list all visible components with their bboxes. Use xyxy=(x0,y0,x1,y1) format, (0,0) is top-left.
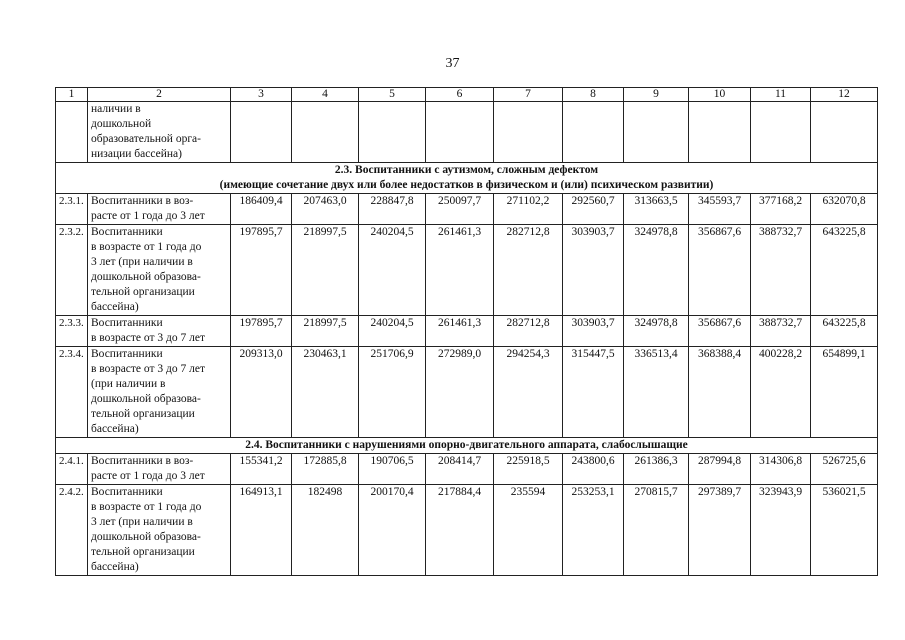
empty-cell xyxy=(811,102,878,163)
value-cell: 186409,4 xyxy=(231,194,292,225)
row-name xyxy=(88,316,231,347)
name-line: (при наличии в xyxy=(91,378,166,390)
name-line: Воспитанники xyxy=(91,486,163,498)
value-cell: 197895,7 xyxy=(231,316,292,347)
column-header-10: 10 xyxy=(689,88,751,102)
value-cell: 303903,7 xyxy=(563,225,624,316)
name-line: образовательной орга- xyxy=(91,133,201,145)
name-line: бассейна) xyxy=(91,561,139,573)
name-line: расте от 1 года до 3 лет xyxy=(91,210,205,222)
name-line: Воспитанники xyxy=(91,317,163,329)
name-line: тельной организации xyxy=(91,286,195,298)
value-cell: 240204,5 xyxy=(359,316,426,347)
column-header-1: 1 xyxy=(56,88,88,102)
value-cell: 336513,4 xyxy=(624,347,689,438)
value-cell: 323943,9 xyxy=(751,485,811,576)
value-cell: 282712,8 xyxy=(494,316,563,347)
column-header-3: 3 xyxy=(231,88,292,102)
name-line: 3 лет (при наличии в xyxy=(91,256,193,268)
name-line: тельной организации xyxy=(91,408,195,420)
section-title-2-4 xyxy=(56,438,878,454)
name-line: низации бассейна) xyxy=(91,148,182,160)
row-name xyxy=(88,454,231,485)
value-cell: 294254,3 xyxy=(494,347,563,438)
column-header-2: 2 xyxy=(88,88,231,102)
value-cell: 313663,5 xyxy=(624,194,689,225)
value-cell: 271102,2 xyxy=(494,194,563,225)
name-line: Воспитанники в воз- xyxy=(91,455,194,467)
name-line: Воспитанники xyxy=(91,348,163,360)
value-cell: 303903,7 xyxy=(563,316,624,347)
name-line: дошкольной образова- xyxy=(91,393,201,405)
value-cell: 536021,5 xyxy=(811,485,878,576)
value-cell: 164913,1 xyxy=(231,485,292,576)
row-number: 2.4.2. xyxy=(56,485,88,576)
section-title-line: 2.4. Воспитанники с нарушениями опорно-двигательного аппарата, слабослышащие xyxy=(245,439,688,451)
value-cell: 261461,3 xyxy=(426,316,494,347)
empty-cell xyxy=(231,102,292,163)
row-name xyxy=(88,194,231,225)
value-cell: 314306,8 xyxy=(751,454,811,485)
name-line: наличии в xyxy=(91,103,141,115)
name-line: тельной организации xyxy=(91,546,195,558)
row-number: 2.3.3. xyxy=(56,316,88,347)
value-cell: 297389,7 xyxy=(689,485,751,576)
value-cell: 207463,0 xyxy=(292,194,359,225)
name-line: бассейна) xyxy=(91,301,139,313)
value-cell: 270815,7 xyxy=(624,485,689,576)
name-line: бассейна) xyxy=(91,423,139,435)
value-cell: 400228,2 xyxy=(751,347,811,438)
value-cell: 282712,8 xyxy=(494,225,563,316)
column-number-row xyxy=(56,88,878,102)
row-number: 2.3.2. xyxy=(56,225,88,316)
page-number: 37 xyxy=(445,56,460,71)
value-cell: 261461,3 xyxy=(426,225,494,316)
empty-cell xyxy=(426,102,494,163)
name-line: в возрасте от 1 года до xyxy=(91,241,202,253)
name-line: Воспитанники xyxy=(91,226,163,238)
value-cell: 235594 xyxy=(494,485,563,576)
empty-cell xyxy=(689,102,751,163)
value-cell: 155341,2 xyxy=(231,454,292,485)
name-line: в возрасте от 3 до 7 лет xyxy=(91,332,206,344)
value-cell: 654899,1 xyxy=(811,347,878,438)
section-title-2-3 xyxy=(56,163,878,194)
value-cell: 356867,6 xyxy=(689,316,751,347)
section-title-line: 2.3. Воспитанники с аутизмом, сложным дефектом xyxy=(334,164,599,176)
value-cell: 526725,6 xyxy=(811,454,878,485)
tariff-table xyxy=(55,87,878,576)
value-cell: 388732,7 xyxy=(751,225,811,316)
value-cell: 172885,8 xyxy=(292,454,359,485)
value-cell: 356867,6 xyxy=(689,225,751,316)
column-header-7: 7 xyxy=(494,88,563,102)
row-name xyxy=(88,485,231,576)
value-cell: 324978,8 xyxy=(624,316,689,347)
value-cell: 228847,8 xyxy=(359,194,426,225)
name-line: дошкольной образова- xyxy=(91,531,201,543)
table-row xyxy=(56,485,878,576)
table-row xyxy=(56,316,878,347)
value-cell: 261386,3 xyxy=(624,454,689,485)
row-number: 2.3.4. xyxy=(56,347,88,438)
table-row xyxy=(56,194,878,225)
value-cell: 632070,8 xyxy=(811,194,878,225)
value-cell: 218997,5 xyxy=(292,316,359,347)
name-line: расте от 1 года до 3 лет xyxy=(91,470,205,482)
section-header-2-3 xyxy=(56,163,878,194)
value-cell: 377168,2 xyxy=(751,194,811,225)
row-number: 2.4.1. xyxy=(56,454,88,485)
value-cell: 315447,5 xyxy=(563,347,624,438)
empty-cell xyxy=(494,102,563,163)
table-body xyxy=(56,88,878,576)
empty-cell xyxy=(563,102,624,163)
column-header-12: 12 xyxy=(811,88,878,102)
value-cell: 230463,1 xyxy=(292,347,359,438)
value-cell: 200170,4 xyxy=(359,485,426,576)
value-cell: 209313,0 xyxy=(231,347,292,438)
table-row xyxy=(56,347,878,438)
name-line: 3 лет (при наличии в xyxy=(91,516,193,528)
value-cell: 388732,7 xyxy=(751,316,811,347)
value-cell: 182498 xyxy=(292,485,359,576)
column-header-8: 8 xyxy=(563,88,624,102)
section-title-line: (имеющие сочетание двух или более недостатков в физическом и (или) психическом развитии) xyxy=(219,179,714,191)
column-header-9: 9 xyxy=(624,88,689,102)
value-cell: 243800,6 xyxy=(563,454,624,485)
row-name xyxy=(88,225,231,316)
table-row xyxy=(56,454,878,485)
value-cell: 643225,8 xyxy=(811,316,878,347)
value-cell: 324978,8 xyxy=(624,225,689,316)
value-cell: 368388,4 xyxy=(689,347,751,438)
value-cell: 292560,7 xyxy=(563,194,624,225)
table-row xyxy=(56,225,878,316)
row-number: 2.3.1. xyxy=(56,194,88,225)
value-cell: 253253,1 xyxy=(563,485,624,576)
value-cell: 217884,4 xyxy=(426,485,494,576)
name-line: Воспитанники в воз- xyxy=(91,195,194,207)
column-header-5: 5 xyxy=(359,88,426,102)
value-cell: 345593,7 xyxy=(689,194,751,225)
value-cell: 250097,7 xyxy=(426,194,494,225)
section-header-2-4 xyxy=(56,438,878,454)
empty-cell xyxy=(751,102,811,163)
continuation-row-number xyxy=(56,102,88,163)
empty-cell xyxy=(292,102,359,163)
value-cell: 240204,5 xyxy=(359,225,426,316)
empty-cell xyxy=(624,102,689,163)
name-line: дошкольной xyxy=(91,118,152,130)
name-line: в возрасте от 3 до 7 лет xyxy=(91,363,206,375)
column-header-11: 11 xyxy=(751,88,811,102)
continuation-row xyxy=(56,102,878,163)
name-line: в возрасте от 1 года до xyxy=(91,501,202,513)
value-cell: 225918,5 xyxy=(494,454,563,485)
empty-cell xyxy=(359,102,426,163)
value-cell: 251706,9 xyxy=(359,347,426,438)
value-cell: 218997,5 xyxy=(292,225,359,316)
row-name xyxy=(88,347,231,438)
value-cell: 190706,5 xyxy=(359,454,426,485)
value-cell: 197895,7 xyxy=(231,225,292,316)
value-cell: 208414,7 xyxy=(426,454,494,485)
value-cell: 287994,8 xyxy=(689,454,751,485)
value-cell: 643225,8 xyxy=(811,225,878,316)
column-header-4: 4 xyxy=(292,88,359,102)
name-line: дошкольной образова- xyxy=(91,271,201,283)
value-cell: 272989,0 xyxy=(426,347,494,438)
continuation-row-name xyxy=(88,102,231,163)
column-header-6: 6 xyxy=(426,88,494,102)
